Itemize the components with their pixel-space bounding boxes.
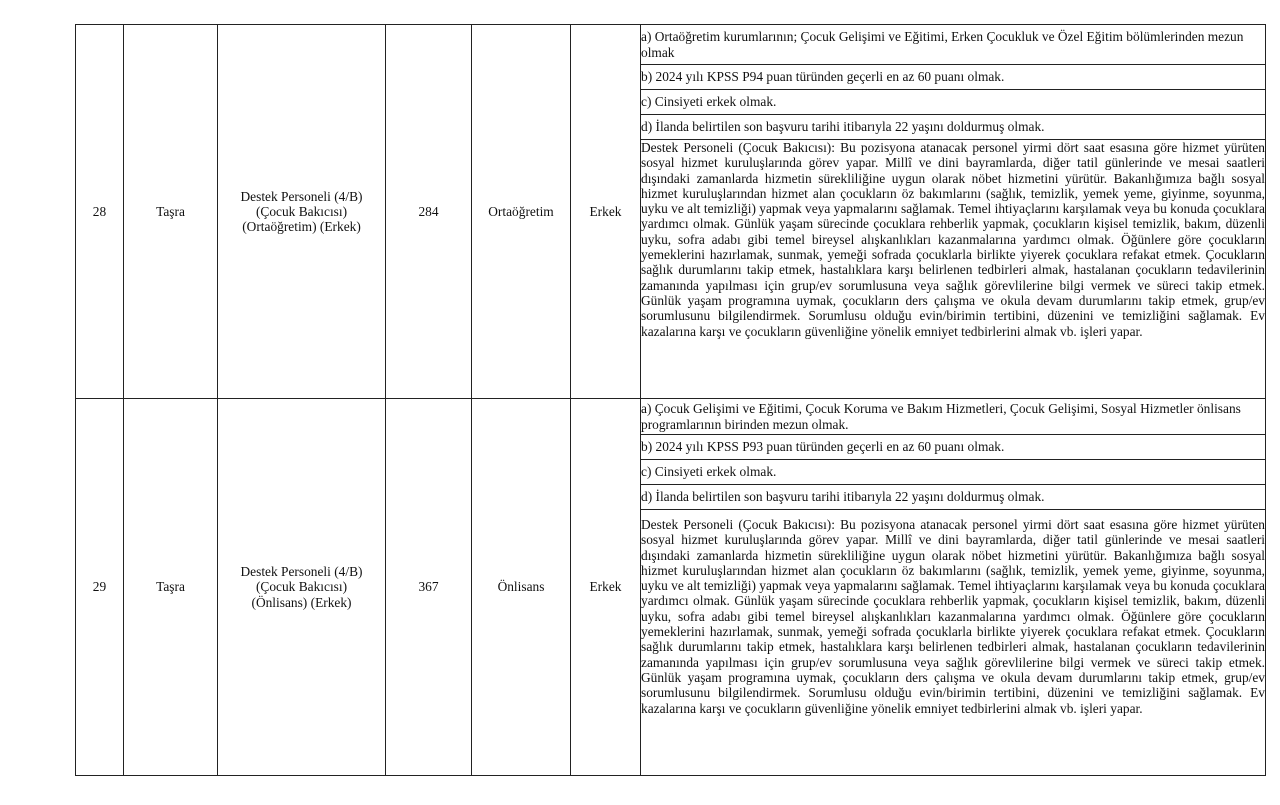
requirement-education: a) Çocuk Gelişimi ve Eğitimi, Çocuk Koruma ve Bakım Hizmetleri, Çocuk Gelişimi, Sosyal Hizmetler önlisans programlarının birinden mezun olmak. xyxy=(641,399,1266,435)
position-title-line: Destek Personeli (4/B) xyxy=(240,188,363,204)
position-title-cell xyxy=(218,25,386,399)
education-level-cell: Ortaöğretim xyxy=(472,25,571,399)
location-cell: Taşra xyxy=(124,25,218,399)
requirement-age: d) İlanda belirtilen son başvuru tarihi itibarıyla 22 yaşını doldurmuş olmak. xyxy=(641,115,1266,140)
position-title-line: (Önlisans) (Erkek) xyxy=(251,594,352,610)
position-count-cell: 367 xyxy=(386,399,472,776)
row-number-cell: 28 xyxy=(76,25,124,399)
positions-table xyxy=(75,24,1266,776)
location-cell: Taşra xyxy=(124,399,218,776)
job-description-cell: Destek Personeli (Çocuk Bakıcısı): Bu pozisyona atanacak personel yirmi dört saat esasına göre hizmet yürüten sosyal hizmet kuruluşlarında görev yapar. Millî ve dini bayramlarda, diğer tatil günlerinde ve mesai saatleri dışındaki zamanlarda hizmetin sürekliliğine uygun olarak nöbet hizmetini yürütür. Bakanlığımıza bağlı sosyal hizmet kuruluşlarından hizmet alan çocukların öz bakımlarını (sağlık, temizlik, yemek yeme, giyinme, soyunma, uyku ve alt temizliği) yapmak veya yapmalarını sağlamak. Temel ihtiyaçlarını karşılamak veya bu konuda çocuklara yardımcı olmak. Günlük yaşam sürecinde çocuklara rehberlik yapmak, çocukların kişisel temizlik, bakım, düzenli uyku, sofra adabı gibi temel bireysel alışkanlıkları kazanmalarına yardımcı olmak. Öğünlere göre çocukların yemeklerini hazırlamak, sunmak, yemeği sofrada çocuklarla birlikte yiyerek çocuklara refakat etmek. Çocukların sağlık durumlarını takip etmek, hastalıklara karşı belirlenen tedbirleri almak, hastalanan çocukların tedavilerinin zamanında yapılması için grup/ev sorumlusuna veya sağlık görevlilerine bilgi vermek ve süreci takip etmek. Günlük yaşam programına uymak, çocukların ders çalışma ve okula devam durumlarını takip etmek, grup/ev sorumlusunu bilgilendirmek. Sorumlusu olduğu evin/birimin tertibini, düzenini ve temizliğini sağlamak. Ev kazalarına karşı ve çocukların güvenliğine yönelik emniyet tedbirlerini almak vb. işleri yapar. xyxy=(641,140,1266,399)
row-number-cell: 29 xyxy=(76,399,124,776)
requirement-age: d) İlanda belirtilen son başvuru tarihi itibarıyla 22 yaşını doldurmuş olmak. xyxy=(641,485,1266,510)
gender-cell: Erkek xyxy=(571,399,641,776)
requirement-kpss: b) 2024 yılı KPSS P94 puan türünden geçerli en az 60 puanı olmak. xyxy=(641,65,1266,90)
job-description-cell: Destek Personeli (Çocuk Bakıcısı): Bu pozisyona atanacak personel yirmi dört saat esasına göre hizmet yürüten sosyal hizmet kuruluşlarında görev yapar. Millî ve dini bayramlarda, diğer tatil günlerinde ve mesai saatleri dışındaki zamanlarda hizmetin sürekliliğine uygun olarak nöbet hizmetini yürütür. Bakanlığımıza bağlı sosyal hizmet kuruluşlarından hizmet alan çocukların öz bakımlarını (sağlık, temizlik, yemek yeme, giyinme, soyunma, uyku ve alt temizliği) yapmak veya yapmalarını sağlamak. Temel ihtiyaçlarını karşılamak veya bu konuda çocuklara yardımcı olmak. Günlük yaşam sürecinde çocuklara rehberlik yapmak, çocukların kişisel temizlik, bakım, düzenli uyku, sofra adabı gibi temel bireysel alışkanlıkları kazanmalarına yardımcı olmak. Öğünlere göre çocukların yemeklerini hazırlamak, sunmak, yemeği sofrada çocuklarla birlikte yiyerek çocuklara refakat etmek. Çocukların sağlık durumlarını takip etmek, hastalıklara karşı belirlenen tedbirleri almak, hastalanan çocukların tedavilerinin zamanında yapılması için grup/ev sorumlusuna veya sağlık görevlilerine bilgi vermek ve süreci takip etmek. Günlük yaşam programına uymak, çocukların ders çalışma ve okula devam durumlarını takip etmek, grup/ev sorumlusunu bilgilendirmek. Sorumlusu olduğu evin/birimin tertibini, düzenini ve temizliğini sağlamak. Ev kazalarına karşı ve çocukların güvenliğine yönelik emniyet tedbirlerini almak vb. işleri yapar. xyxy=(641,510,1266,776)
position-title-line: (Çocuk Bakıcısı) xyxy=(255,203,348,219)
education-level-cell: Önlisans xyxy=(472,399,571,776)
requirement-education: a) Ortaöğretim kurumlarının; Çocuk Gelişimi ve Eğitimi, Erken Çocukluk ve Özel Eğitim bölümlerinden mezun olmak xyxy=(641,25,1266,65)
requirement-gender: c) Cinsiyeti erkek olmak. xyxy=(641,460,1266,485)
position-title-line: (Ortaöğretim) (Erkek) xyxy=(242,219,361,235)
requirement-gender: c) Cinsiyeti erkek olmak. xyxy=(641,90,1266,115)
requirement-kpss: b) 2024 yılı KPSS P93 puan türünden geçerli en az 60 puanı olmak. xyxy=(641,435,1266,460)
gender-cell: Erkek xyxy=(571,25,641,399)
table-row xyxy=(76,399,1266,435)
position-title-line: Destek Personeli (4/B) xyxy=(240,564,363,580)
table-row xyxy=(76,25,1266,65)
position-count-cell: 284 xyxy=(386,25,472,399)
position-title-line: (Çocuk Bakıcısı) xyxy=(255,579,348,595)
position-title-cell xyxy=(218,399,386,776)
